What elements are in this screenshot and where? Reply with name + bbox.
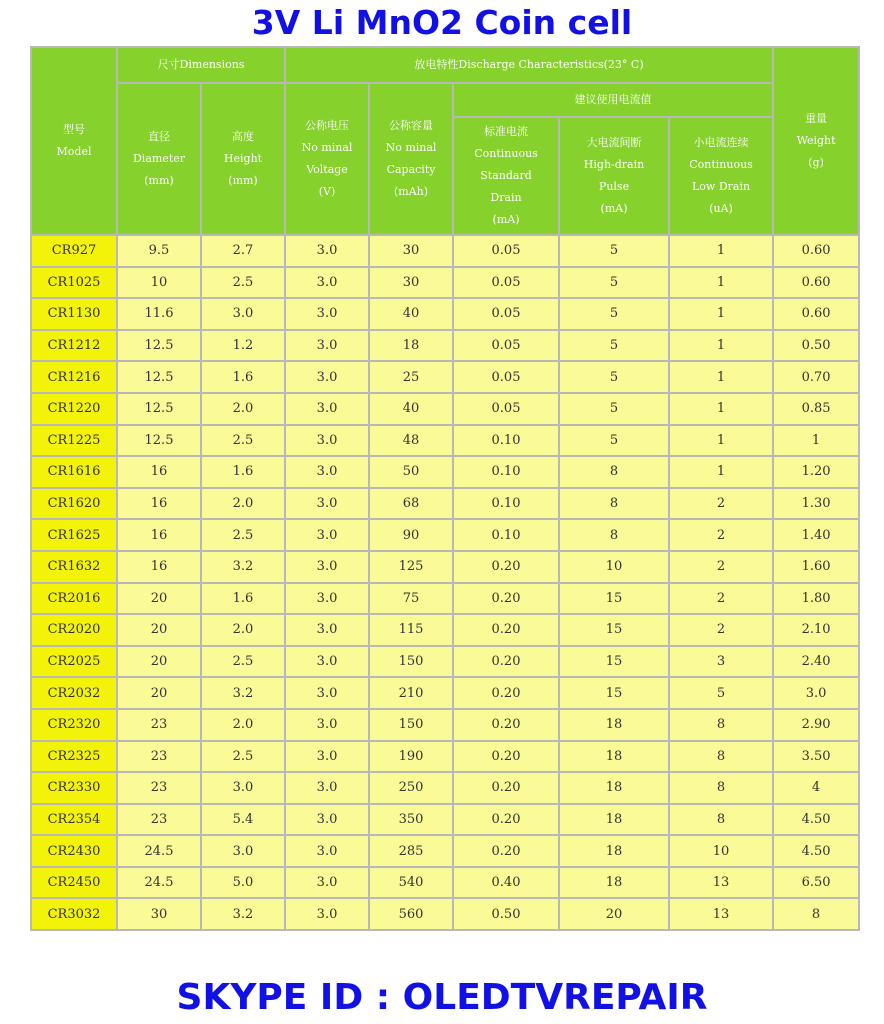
cell-diameter: 9.5 xyxy=(117,235,201,267)
cell-diameter: 20 xyxy=(117,677,201,709)
cell-pulse: 5 xyxy=(559,267,669,299)
cell-pulse: 20 xyxy=(559,898,669,930)
cell-voltage: 3.0 xyxy=(285,677,369,709)
cell-low-drain: 5 xyxy=(669,677,773,709)
cell-voltage: 3.0 xyxy=(285,393,369,425)
cell-standard-drain: 0.10 xyxy=(453,488,559,520)
cell-standard-drain: 0.20 xyxy=(453,741,559,773)
cell-diameter: 23 xyxy=(117,804,201,836)
header-standard-drain xyxy=(453,117,559,235)
cell-model: CR1616 xyxy=(31,456,117,488)
cell-diameter: 24.5 xyxy=(117,835,201,867)
cell-model: CR1620 xyxy=(31,488,117,520)
cell-height: 1.6 xyxy=(201,583,285,615)
cell-low-drain: 1 xyxy=(669,393,773,425)
cell-capacity: 350 xyxy=(369,804,453,836)
header-capacity-line: 公称容量 xyxy=(389,119,434,132)
cell-pulse: 18 xyxy=(559,804,669,836)
cell-low-drain: 8 xyxy=(669,772,773,804)
cell-standard-drain: 0.20 xyxy=(453,614,559,646)
cell-weight: 0.85 xyxy=(773,393,859,425)
cell-low-drain: 10 xyxy=(669,835,773,867)
header-model-line: Model xyxy=(56,145,92,158)
table-row xyxy=(31,583,859,615)
table-row xyxy=(31,361,859,393)
cell-voltage: 3.0 xyxy=(285,488,369,520)
cell-weight: 1 xyxy=(773,425,859,457)
cell-height: 3.0 xyxy=(201,835,285,867)
cell-diameter: 20 xyxy=(117,646,201,678)
cell-height: 5.0 xyxy=(201,867,285,899)
cell-height: 1.2 xyxy=(201,330,285,362)
cell-pulse: 15 xyxy=(559,677,669,709)
cell-capacity: 560 xyxy=(369,898,453,930)
cell-capacity: 30 xyxy=(369,267,453,299)
cell-pulse: 5 xyxy=(559,393,669,425)
cell-height: 2.7 xyxy=(201,235,285,267)
table-row xyxy=(31,898,859,930)
table-row xyxy=(31,646,859,678)
cell-low-drain: 1 xyxy=(669,235,773,267)
header-model-line: 型号 xyxy=(63,123,85,136)
cell-diameter: 12.5 xyxy=(117,361,201,393)
cell-voltage: 3.0 xyxy=(285,835,369,867)
cell-pulse: 5 xyxy=(559,235,669,267)
cell-low-drain: 8 xyxy=(669,709,773,741)
cell-capacity: 90 xyxy=(369,519,453,551)
cell-weight: 3.50 xyxy=(773,741,859,773)
cell-voltage: 3.0 xyxy=(285,425,369,457)
header-voltage-line: No minal xyxy=(301,141,353,154)
cell-voltage: 3.0 xyxy=(285,646,369,678)
cell-weight: 1.20 xyxy=(773,456,859,488)
cell-standard-drain: 0.10 xyxy=(453,425,559,457)
cell-voltage: 3.0 xyxy=(285,583,369,615)
cell-model: CR1220 xyxy=(31,393,117,425)
header-pulse-line: (mA) xyxy=(600,202,628,215)
table-row xyxy=(31,551,859,583)
cell-height: 3.0 xyxy=(201,772,285,804)
cell-diameter: 30 xyxy=(117,898,201,930)
cell-weight: 0.60 xyxy=(773,267,859,299)
table-row xyxy=(31,709,859,741)
cell-weight: 1.80 xyxy=(773,583,859,615)
cell-capacity: 285 xyxy=(369,835,453,867)
cell-pulse: 8 xyxy=(559,519,669,551)
cell-standard-drain: 0.05 xyxy=(453,393,559,425)
footer-skype-id: SKYPE ID : OLEDTVREPAIR xyxy=(176,977,708,1018)
cell-diameter: 12.5 xyxy=(117,330,201,362)
cell-low-drain: 8 xyxy=(669,804,773,836)
cell-pulse: 5 xyxy=(559,361,669,393)
cell-voltage: 3.0 xyxy=(285,456,369,488)
cell-diameter: 16 xyxy=(117,456,201,488)
header-diameter xyxy=(117,83,201,235)
header-standard-line: Standard xyxy=(480,169,532,182)
table-row xyxy=(31,519,859,551)
cell-voltage: 3.0 xyxy=(285,298,369,330)
cell-voltage: 3.0 xyxy=(285,772,369,804)
cell-standard-drain: 0.20 xyxy=(453,551,559,583)
table-row xyxy=(31,804,859,836)
cell-weight: 0.60 xyxy=(773,235,859,267)
cell-model: CR927 xyxy=(31,235,117,267)
cell-model: CR2025 xyxy=(31,646,117,678)
table-row xyxy=(31,488,859,520)
cell-weight: 0.60 xyxy=(773,298,859,330)
coin-cell-spec-table xyxy=(30,46,860,931)
cell-height: 2.0 xyxy=(201,709,285,741)
cell-low-drain: 1 xyxy=(669,425,773,457)
header-diameter-line: 直径 xyxy=(148,130,170,143)
cell-low-drain: 1 xyxy=(669,361,773,393)
header-capacity-line: (mAh) xyxy=(393,185,429,198)
cell-voltage: 3.0 xyxy=(285,551,369,583)
cell-standard-drain: 0.05 xyxy=(453,298,559,330)
cell-model: CR1130 xyxy=(31,298,117,330)
cell-pulse: 18 xyxy=(559,741,669,773)
header-capacity-line: Capacity xyxy=(386,163,436,176)
header-voltage-line: 公称电压 xyxy=(305,119,350,132)
cell-height: 2.0 xyxy=(201,393,285,425)
header-weight xyxy=(773,47,859,235)
cell-model: CR1632 xyxy=(31,551,117,583)
header-capacity xyxy=(369,83,453,235)
header-standard-line: Continuous xyxy=(474,147,538,160)
cell-pulse: 18 xyxy=(559,709,669,741)
cell-voltage: 3.0 xyxy=(285,709,369,741)
header-pulse xyxy=(559,117,669,235)
header-discharge: 放电特性Discharge Characteristics(23° C) xyxy=(285,47,773,83)
cell-model: CR2016 xyxy=(31,583,117,615)
cell-pulse: 5 xyxy=(559,298,669,330)
cell-standard-drain: 0.20 xyxy=(453,583,559,615)
header-height-line: Height xyxy=(223,152,263,165)
cell-weight: 6.50 xyxy=(773,867,859,899)
cell-voltage: 3.0 xyxy=(285,898,369,930)
header-weight-line: Weight xyxy=(796,134,836,147)
header-standard-line: (mA) xyxy=(492,213,520,226)
cell-capacity: 50 xyxy=(369,456,453,488)
cell-model: CR1216 xyxy=(31,361,117,393)
header-pulse-line: High-drain xyxy=(583,158,645,171)
cell-weight: 4 xyxy=(773,772,859,804)
cell-standard-drain: 0.05 xyxy=(453,267,559,299)
cell-capacity: 150 xyxy=(369,709,453,741)
cell-model: CR2330 xyxy=(31,772,117,804)
cell-height: 2.5 xyxy=(201,267,285,299)
cell-voltage: 3.0 xyxy=(285,867,369,899)
header-low-line: (uA) xyxy=(709,202,733,215)
header-low-line: Continuous xyxy=(689,158,753,171)
cell-capacity: 540 xyxy=(369,867,453,899)
cell-low-drain: 8 xyxy=(669,741,773,773)
cell-diameter: 20 xyxy=(117,614,201,646)
table-body xyxy=(31,235,859,930)
cell-standard-drain: 0.20 xyxy=(453,677,559,709)
cell-pulse: 15 xyxy=(559,646,669,678)
cell-weight: 0.50 xyxy=(773,330,859,362)
cell-diameter: 12.5 xyxy=(117,393,201,425)
table-row xyxy=(31,330,859,362)
cell-capacity: 210 xyxy=(369,677,453,709)
cell-low-drain: 1 xyxy=(669,298,773,330)
cell-capacity: 30 xyxy=(369,235,453,267)
cell-low-drain: 1 xyxy=(669,456,773,488)
cell-model: CR2450 xyxy=(31,867,117,899)
cell-low-drain: 2 xyxy=(669,583,773,615)
cell-weight: 1.30 xyxy=(773,488,859,520)
cell-height: 3.2 xyxy=(201,677,285,709)
cell-diameter: 24.5 xyxy=(117,867,201,899)
cell-height: 3.2 xyxy=(201,551,285,583)
table-row xyxy=(31,456,859,488)
header-weight-line: (g) xyxy=(808,156,824,169)
cell-height: 2.5 xyxy=(201,646,285,678)
table-row xyxy=(31,393,859,425)
cell-pulse: 18 xyxy=(559,835,669,867)
cell-standard-drain: 0.20 xyxy=(453,835,559,867)
cell-standard-drain: 0.05 xyxy=(453,330,559,362)
cell-capacity: 75 xyxy=(369,583,453,615)
header-model xyxy=(31,47,117,235)
cell-voltage: 3.0 xyxy=(285,361,369,393)
cell-weight: 1.40 xyxy=(773,519,859,551)
cell-capacity: 250 xyxy=(369,772,453,804)
table-row xyxy=(31,867,859,899)
header-recommended-current: 建议使用电流值 xyxy=(453,83,773,117)
cell-capacity: 190 xyxy=(369,741,453,773)
cell-pulse: 18 xyxy=(559,772,669,804)
cell-height: 3.0 xyxy=(201,298,285,330)
cell-standard-drain: 0.10 xyxy=(453,456,559,488)
cell-low-drain: 3 xyxy=(669,646,773,678)
cell-pulse: 8 xyxy=(559,488,669,520)
cell-standard-drain: 0.20 xyxy=(453,804,559,836)
header-pulse-line: 大电流间断 xyxy=(586,136,642,149)
cell-weight: 4.50 xyxy=(773,835,859,867)
cell-standard-drain: 0.50 xyxy=(453,898,559,930)
cell-height: 2.5 xyxy=(201,519,285,551)
cell-model: CR2325 xyxy=(31,741,117,773)
cell-standard-drain: 0.20 xyxy=(453,646,559,678)
cell-capacity: 48 xyxy=(369,425,453,457)
cell-weight: 3.0 xyxy=(773,677,859,709)
header-voltage-line: (V) xyxy=(318,185,336,198)
cell-low-drain: 13 xyxy=(669,867,773,899)
cell-pulse: 15 xyxy=(559,614,669,646)
header-height-line: 高度 xyxy=(232,130,254,143)
cell-model: CR2320 xyxy=(31,709,117,741)
table-row xyxy=(31,772,859,804)
cell-pulse: 15 xyxy=(559,583,669,615)
cell-low-drain: 1 xyxy=(669,330,773,362)
table-row xyxy=(31,425,859,457)
cell-weight: 1.60 xyxy=(773,551,859,583)
header-diameter-line: (mm) xyxy=(144,174,174,187)
cell-standard-drain: 0.05 xyxy=(453,361,559,393)
cell-capacity: 25 xyxy=(369,361,453,393)
header-voltage xyxy=(285,83,369,235)
page-title: 3V Li MnO2 Coin cell xyxy=(251,3,633,42)
header-weight-line: 重量 xyxy=(805,112,828,125)
cell-weight: 0.70 xyxy=(773,361,859,393)
cell-model: CR2430 xyxy=(31,835,117,867)
cell-model: CR3032 xyxy=(31,898,117,930)
cell-weight: 8 xyxy=(773,898,859,930)
cell-capacity: 40 xyxy=(369,298,453,330)
cell-low-drain: 1 xyxy=(669,267,773,299)
cell-capacity: 18 xyxy=(369,330,453,362)
cell-voltage: 3.0 xyxy=(285,330,369,362)
cell-model: CR1212 xyxy=(31,330,117,362)
cell-standard-drain: 0.10 xyxy=(453,519,559,551)
cell-height: 2.5 xyxy=(201,425,285,457)
header-low-line: Low Drain xyxy=(692,180,751,193)
cell-weight: 2.90 xyxy=(773,709,859,741)
header-standard-line: Drain xyxy=(490,191,522,204)
cell-low-drain: 2 xyxy=(669,488,773,520)
table-row xyxy=(31,835,859,867)
table-row xyxy=(31,235,859,267)
cell-diameter: 16 xyxy=(117,488,201,520)
cell-height: 3.2 xyxy=(201,898,285,930)
cell-diameter: 12.5 xyxy=(117,425,201,457)
cell-low-drain: 2 xyxy=(669,614,773,646)
cell-diameter: 23 xyxy=(117,709,201,741)
header-standard-line: 标准电流 xyxy=(484,125,529,138)
cell-diameter: 16 xyxy=(117,551,201,583)
cell-height: 5.4 xyxy=(201,804,285,836)
cell-model: CR2032 xyxy=(31,677,117,709)
table-row xyxy=(31,614,859,646)
cell-voltage: 3.0 xyxy=(285,235,369,267)
cell-standard-drain: 0.05 xyxy=(453,235,559,267)
cell-capacity: 68 xyxy=(369,488,453,520)
cell-weight: 2.10 xyxy=(773,614,859,646)
cell-capacity: 115 xyxy=(369,614,453,646)
cell-standard-drain: 0.20 xyxy=(453,709,559,741)
cell-diameter: 16 xyxy=(117,519,201,551)
table-header xyxy=(31,47,859,235)
cell-pulse: 18 xyxy=(559,867,669,899)
cell-height: 1.6 xyxy=(201,361,285,393)
cell-diameter: 23 xyxy=(117,772,201,804)
cell-voltage: 3.0 xyxy=(285,267,369,299)
cell-standard-drain: 0.20 xyxy=(453,772,559,804)
cell-diameter: 10 xyxy=(117,267,201,299)
cell-voltage: 3.0 xyxy=(285,804,369,836)
cell-capacity: 125 xyxy=(369,551,453,583)
header-diameter-line: Diameter xyxy=(132,152,186,165)
cell-model: CR2354 xyxy=(31,804,117,836)
header-dimensions: 尺寸Dimensions xyxy=(117,47,285,83)
cell-diameter: 11.6 xyxy=(117,298,201,330)
cell-voltage: 3.0 xyxy=(285,741,369,773)
header-low-line: 小电流连续 xyxy=(693,136,749,149)
cell-pulse: 8 xyxy=(559,456,669,488)
cell-weight: 4.50 xyxy=(773,804,859,836)
header-height-line: (mm) xyxy=(228,174,258,187)
cell-standard-drain: 0.40 xyxy=(453,867,559,899)
table-row xyxy=(31,267,859,299)
cell-low-drain: 2 xyxy=(669,551,773,583)
cell-capacity: 40 xyxy=(369,393,453,425)
cell-weight: 2.40 xyxy=(773,646,859,678)
cell-height: 2.5 xyxy=(201,741,285,773)
header-voltage-line: Voltage xyxy=(306,163,348,176)
cell-model: CR1225 xyxy=(31,425,117,457)
cell-height: 1.6 xyxy=(201,456,285,488)
cell-height: 2.0 xyxy=(201,488,285,520)
cell-capacity: 150 xyxy=(369,646,453,678)
header-pulse-line: Pulse xyxy=(598,180,630,193)
cell-model: CR1625 xyxy=(31,519,117,551)
cell-low-drain: 13 xyxy=(669,898,773,930)
cell-low-drain: 2 xyxy=(669,519,773,551)
cell-pulse: 10 xyxy=(559,551,669,583)
cell-model: CR1025 xyxy=(31,267,117,299)
header-height xyxy=(201,83,285,235)
cell-model: CR2020 xyxy=(31,614,117,646)
cell-voltage: 3.0 xyxy=(285,519,369,551)
table-row xyxy=(31,298,859,330)
header-low-drain xyxy=(669,117,773,235)
cell-diameter: 20 xyxy=(117,583,201,615)
table-row xyxy=(31,741,859,773)
cell-diameter: 23 xyxy=(117,741,201,773)
cell-height: 2.0 xyxy=(201,614,285,646)
cell-pulse: 5 xyxy=(559,425,669,457)
cell-pulse: 5 xyxy=(559,330,669,362)
cell-voltage: 3.0 xyxy=(285,614,369,646)
header-capacity-line: No minal xyxy=(385,141,437,154)
table-row xyxy=(31,677,859,709)
